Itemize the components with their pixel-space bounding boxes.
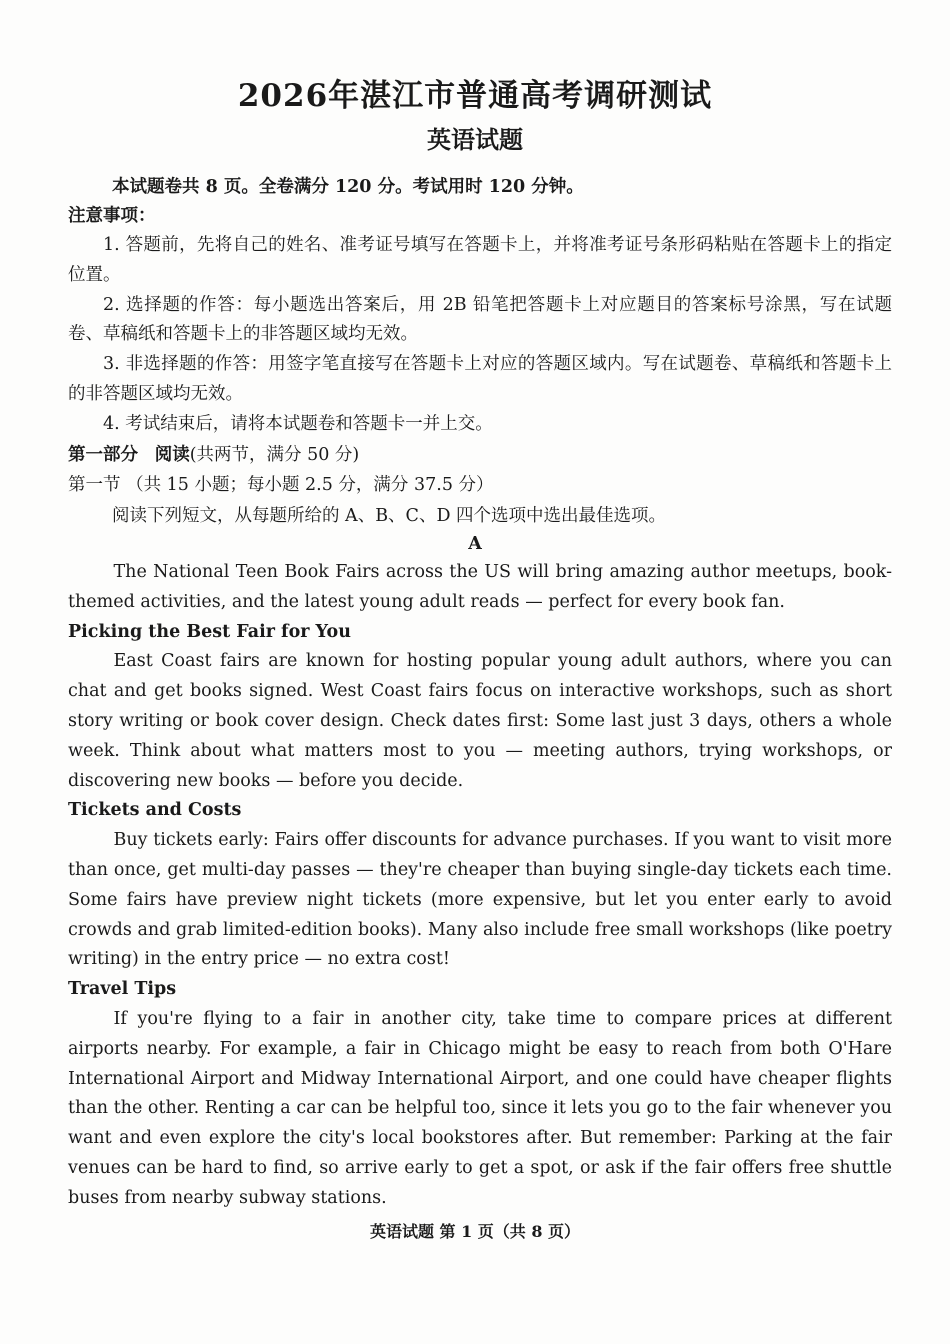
part-heading <box>68 440 359 470</box>
notice-list <box>68 231 892 440</box>
section-detail: （共 15 小题；每小题 2.5 分，满分 37.5 分） <box>126 475 494 495</box>
notice-item: 3. 非选择题的作答：用签字笔直接写在答题卡上对应的答题区域内。写在试题卷、草稿纸和答题卡上的非答题区域均无效。 <box>68 354 892 404</box>
passage-section-text: If you're flying to a fair in another city, take time to compare prices at different airports nearby. For example, a fair in Chicago might be easy to reach from both O'Hare International Airport and Midway International Airport, and one could have cheaper flights than the other. Renting a car can be helpful too, since it lets you go to the fair whenever you want and even explore the city's local bookstores after. But remember: Parking at the fair venues can be hard to find, so arrive early to get a spot, or ask if the fair offers free shuttle buses from nearby subway stations. <box>68 1008 892 1208</box>
instruction-text: 阅读下列短文，从每题所给的 A、B、C、D 四个选项中选出最佳选项。 <box>112 506 667 526</box>
notice-item: 4. 考试结束后，请将本试题卷和答题卡一并上交。 <box>103 413 493 434</box>
passage-intro: The National Teen Book Fairs across the US will bring amazing author meetups, book-themed activities, and the latest young adult reads — perfect for every book fan. <box>68 562 892 612</box>
passage-section-text: East Coast fairs are known for hosting popular young adult authors, where you can chat and get books signed. West Coast fairs focus on interactive workshops, such as short story writing or book cover design. Check dates first: Some last just 3 days, others a whole week. Think about what matters most to you — meeting authors, trying workshops, or discovering new books — before you decide. <box>68 651 892 791</box>
passage-label: A <box>468 534 482 554</box>
notice-heading: 注意事项： <box>68 206 156 226</box>
notice-item: 2. 选择题的作答：每小题选出答案后，用 2B 铅笔把答题卡上对应题目的答案标号涂黑，写在试题卷、草稿纸和答题卡上的非答题区域均无效。 <box>68 294 892 345</box>
section-heading <box>68 470 494 500</box>
page-subtitle: 英语试题 <box>427 125 523 154</box>
passage-body <box>68 558 892 1214</box>
page-title: 2026年湛江市普通高考调研测试 <box>237 78 713 114</box>
page-footer: 英语试题 第 1 页（共 8 页） <box>369 1222 581 1241</box>
part-detail: (共两节，满分 50 分) <box>189 445 360 465</box>
passage-section-heading: Tickets and Costs <box>68 800 242 821</box>
section-label: 第一节 <box>68 475 121 495</box>
passage-section-text: Buy tickets early: Fairs offer discounts for advance purchases. If you want to visit more than once, get multi-day passes — they're cheaper than buying single-day tickets each time. Some fairs have preview night tickets (more expensive, but let you enter early to avoid crowds and grab limited-edition books). Many also include free small workshops (like poetry writing) in the entry price — no extra cost! <box>68 830 892 970</box>
passage-section-heading: Travel Tips <box>68 979 177 1000</box>
part-label: 第一部分 <box>68 445 138 465</box>
exam-info: 本试题卷共 8 页。全卷满分 120 分。考试用时 120 分钟。 <box>112 177 584 197</box>
passage-section-heading: Picking the Best Fair for You <box>68 621 351 642</box>
part-name: 阅读 <box>154 445 190 465</box>
notice-item: 1. 答题前，先将自己的姓名、准考证号填写在答题卡上，并将准考证号条形码粘贴在答题卡上的指定位置。 <box>68 235 892 285</box>
